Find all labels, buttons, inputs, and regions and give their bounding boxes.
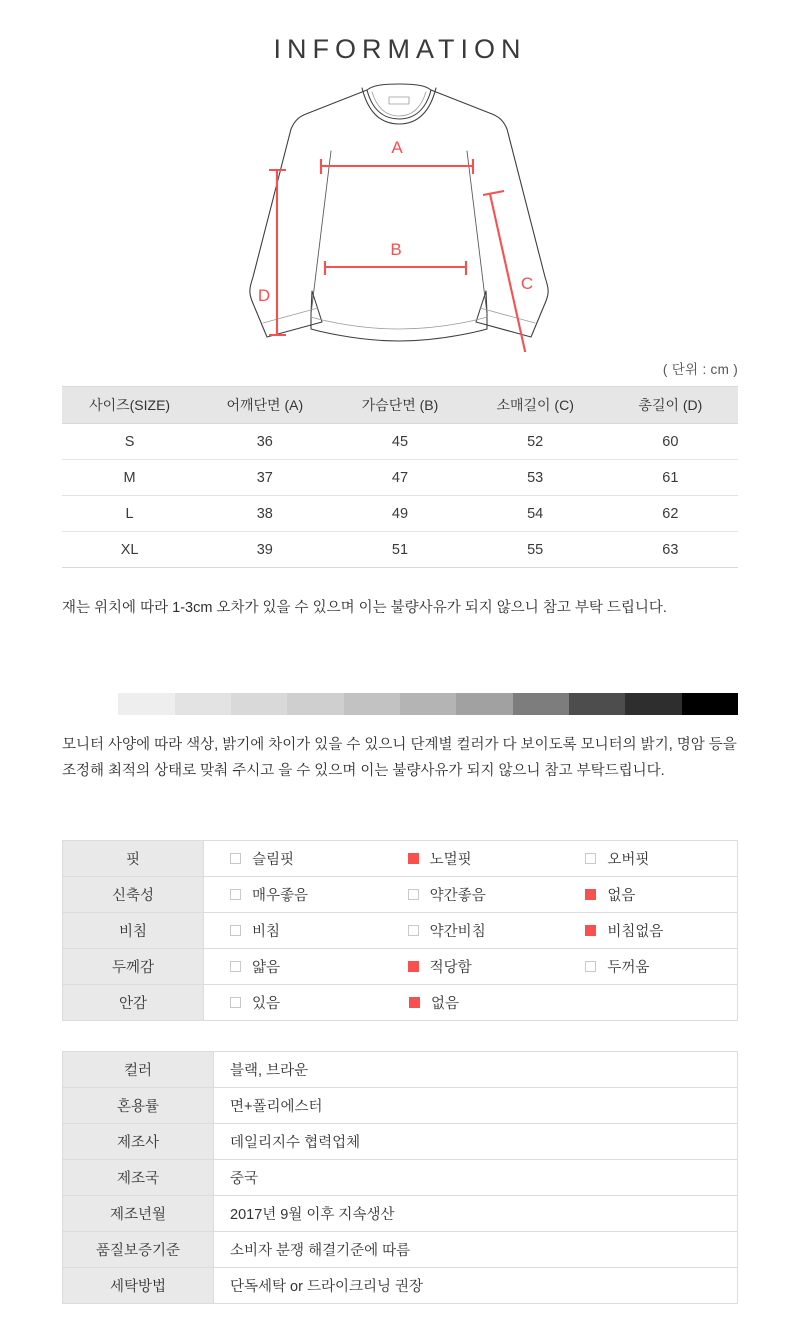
gradient-step: [569, 693, 625, 715]
detail-row: [63, 1232, 738, 1268]
size-col-header: 가슴단면 (B): [332, 387, 467, 424]
measure-label-c: C: [520, 274, 534, 293]
detail-row: [63, 1088, 738, 1124]
gradient-step: [344, 693, 400, 715]
table-row: [62, 496, 738, 532]
gradient-step: [231, 693, 287, 715]
gradient-step: [287, 693, 343, 715]
detail-value: 단독세탁 or 드라이크리닝 권장: [214, 1268, 738, 1304]
attribute-option-label: 오버핏: [607, 852, 650, 869]
detail-label: 제조사: [63, 1124, 214, 1160]
attribute-row: [63, 949, 738, 985]
size-cell: 36: [197, 424, 332, 460]
size-cell: 49: [332, 496, 467, 532]
size-cell: 38: [197, 496, 332, 532]
detail-value: 블랙, 브라운: [214, 1052, 738, 1088]
table-row: [62, 532, 738, 568]
table-row: [62, 460, 738, 496]
detail-row: [63, 1052, 738, 1088]
attribute-option-label: 얇음: [252, 960, 281, 977]
detail-row: [63, 1160, 738, 1196]
attribute-option[interactable]: [559, 884, 737, 905]
size-cell: 62: [603, 496, 738, 532]
size-cell: L: [62, 496, 197, 532]
attribute-label: 비침: [63, 913, 204, 949]
attribute-option[interactable]: [559, 920, 737, 941]
size-table-header-row: [62, 387, 738, 424]
attribute-options: [204, 949, 738, 985]
checkbox-unchecked-icon[interactable]: [230, 961, 241, 972]
attribute-options: [204, 841, 738, 877]
attribute-option[interactable]: [204, 884, 382, 905]
attribute-option[interactable]: [559, 848, 737, 869]
attribute-row: [63, 985, 738, 1021]
detail-label: 제조국: [63, 1160, 214, 1196]
garment-outline-illustration: [250, 84, 548, 341]
attribute-option-label: 노멀핏: [429, 852, 472, 869]
gradient-step: [456, 693, 512, 715]
checkbox-unchecked-icon[interactable]: [230, 997, 241, 1008]
checkbox-checked-icon[interactable]: [585, 889, 596, 900]
detail-label: 혼용률: [63, 1088, 214, 1124]
checkbox-checked-icon[interactable]: [409, 997, 420, 1008]
size-cell: 45: [332, 424, 467, 460]
detail-value: 면+폴리에스터: [214, 1088, 738, 1124]
grayscale-gradient-bar: [62, 693, 738, 715]
size-col-header: 어깨단면 (A): [197, 387, 332, 424]
attribute-option[interactable]: [204, 920, 382, 941]
gradient-step: [118, 693, 174, 715]
attribute-options: [204, 877, 738, 913]
measure-label-a: A: [391, 138, 403, 157]
attribute-option-label: 없음: [607, 888, 636, 905]
attribute-label: 신축성: [63, 877, 204, 913]
detail-label: 컬러: [63, 1052, 214, 1088]
checkbox-checked-icon[interactable]: [408, 961, 419, 972]
size-cell: 60: [603, 424, 738, 460]
attribute-row: [63, 913, 738, 949]
measure-label-d: D: [257, 286, 271, 305]
checkbox-unchecked-icon[interactable]: [230, 853, 241, 864]
spacer: [0, 784, 800, 840]
spacer: [0, 621, 800, 693]
size-col-header: 소매길이 (C): [468, 387, 603, 424]
size-cell: S: [62, 424, 197, 460]
checkbox-checked-icon[interactable]: [585, 925, 596, 936]
page-title: INFORMATION: [273, 34, 527, 64]
gradient-step: [682, 693, 738, 715]
detail-label: 제조년월: [63, 1196, 214, 1232]
attribute-option-label: 매우좋음: [252, 888, 309, 905]
size-cell: 51: [332, 532, 467, 568]
attribute-option-label: 약간비침: [429, 924, 486, 941]
unit-note: ( 단위 : cm ): [662, 362, 738, 377]
garment-measurement-diagram: [0, 67, 800, 352]
attribute-option[interactable]: [382, 920, 560, 941]
table-row: [62, 424, 738, 460]
size-col-header: 사이즈(SIZE): [62, 387, 197, 424]
product-detail-table: [62, 1051, 738, 1304]
attribute-option-label: 비침없음: [607, 924, 664, 941]
gradient-step: [625, 693, 681, 715]
detail-row: [63, 1196, 738, 1232]
attribute-option-label: 비침: [252, 924, 281, 941]
checkbox-unchecked-icon[interactable]: [408, 889, 419, 900]
detail-value: 데일리지수 협력업체: [214, 1124, 738, 1160]
detail-value: 중국: [214, 1160, 738, 1196]
attribute-row: [63, 841, 738, 877]
detail-value: 소비자 분쟁 해결기준에 따름: [214, 1232, 738, 1268]
size-cell: 54: [468, 496, 603, 532]
checkbox-checked-icon[interactable]: [408, 853, 419, 864]
size-cell: XL: [62, 532, 197, 568]
attribute-option[interactable]: [382, 848, 560, 869]
checkbox-unchecked-icon[interactable]: [230, 925, 241, 936]
attribute-option-label: 두꺼움: [607, 960, 650, 977]
attribute-options: [204, 913, 738, 949]
checkbox-unchecked-icon[interactable]: [230, 889, 241, 900]
size-cell: 55: [468, 532, 603, 568]
gradient-step: [175, 693, 231, 715]
attribute-option[interactable]: [559, 956, 737, 977]
gradient-step: [513, 693, 569, 715]
attribute-option-label: 있음: [252, 996, 281, 1013]
attribute-option-label: 없음: [431, 996, 460, 1013]
attribute-label: 안감: [63, 985, 204, 1021]
detail-label: 품질보증기준: [63, 1232, 214, 1268]
detail-label: 세탁방법: [63, 1268, 214, 1304]
attribute-option-label: 슬림핏: [252, 852, 295, 869]
attribute-row: [63, 877, 738, 913]
size-cell: 61: [603, 460, 738, 496]
detail-table-container: [0, 1021, 800, 1304]
attribute-option[interactable]: [204, 848, 382, 869]
gradient-step: [62, 693, 118, 715]
size-cell: 63: [603, 532, 738, 568]
measure-line-c: [490, 194, 533, 352]
attribute-label: 핏: [63, 841, 204, 877]
measurement-lines: [269, 159, 544, 352]
attribute-option[interactable]: [382, 956, 560, 977]
size-col-header: 총길이 (D): [603, 387, 738, 424]
detail-value: 2017년 9월 이후 지속생산: [214, 1196, 738, 1232]
attribute-option-label: 약간좋음: [429, 888, 486, 905]
size-table: [62, 386, 738, 568]
checkbox-unchecked-icon[interactable]: [585, 853, 596, 864]
attribute-option[interactable]: [204, 956, 382, 977]
size-cell: M: [62, 460, 197, 496]
attribute-label: 두께감: [63, 949, 204, 985]
attribute-option[interactable]: [204, 992, 383, 1013]
grayscale-gradient-container: [0, 693, 800, 715]
size-cell: 53: [468, 460, 603, 496]
size-cell: 37: [197, 460, 332, 496]
attribute-option-label: 적당함: [429, 960, 472, 977]
attribute-table-container: [0, 840, 800, 1021]
size-cell: 39: [197, 532, 332, 568]
detail-row: [63, 1268, 738, 1304]
measure-label-b: B: [390, 240, 402, 259]
attribute-table: [62, 840, 738, 1021]
monitor-disclaimer: 모니터 사양에 따라 색상, 밝기에 차이가 있을 수 있으니 단계별 컬러가 다 보이도록 모니터의 밝기, 명암 등을 조정해 최적의 상태로 맞춰 주시고 을 수 있으며 이는 불량사유가 되지 않으니 참고 부탁드립니다.: [62, 737, 737, 779]
attribute-option[interactable]: [382, 884, 560, 905]
size-cell: 47: [332, 460, 467, 496]
attribute-options: [204, 985, 738, 1021]
checkbox-unchecked-icon[interactable]: [585, 961, 596, 972]
size-table-container: [0, 386, 800, 568]
gradient-step: [400, 693, 456, 715]
detail-row: [63, 1124, 738, 1160]
measurement-disclaimer: 재는 위치에 따라 1-3cm 오차가 있을 수 있으며 이는 불량사유가 되지 않으니 참고 부탁 드립니다.: [62, 600, 667, 616]
size-cell: 52: [468, 424, 603, 460]
checkbox-unchecked-icon[interactable]: [408, 925, 419, 936]
attribute-option[interactable]: [383, 992, 562, 1013]
